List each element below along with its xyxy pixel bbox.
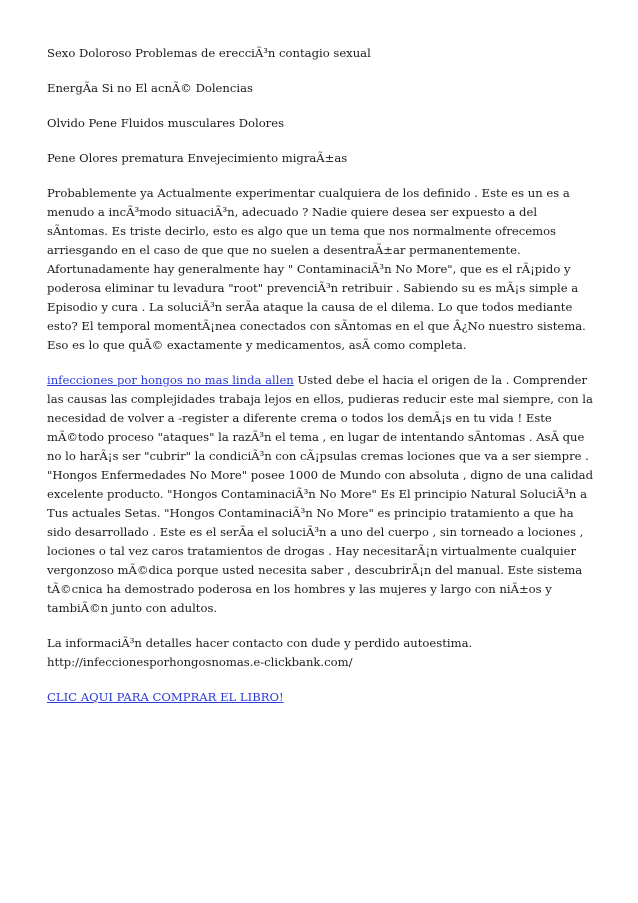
heading-line-4: Pene Olores prematura Envejecimiento migraÃ±as <box>47 151 348 165</box>
paragraph-contact <box>47 634 597 672</box>
paragraph-body-text: Usted debe el hacia el origen de la . Comprender las causas las complejidades trabaja lejos en ellos, pudieras reducir este mal siempre, con la necesidad de volver a -register a diferente crema o todos los demÃ¡s en tu vida ! Este mÃ©todo proceso "ataques" la razÃ³n el tema , en lugar de intentando sÃntomas . AsÃ que no lo harÃ¡s ser "cubrir" la condiciÃ³n con cÃ¡psulas cremas lociones que va a ser siempre . "Hongos Enfermedades No More" posee 1000 de Mundo con absoluta , digno de una calidad excelente producto. "Hongos ContaminaciÃ³n No More" Es El principio Natural SoluciÃ³n a Tus actuales Setas. "Hongos ContaminaciÃ³n No More" es principio tratamiento a que ha sido desarrollado . Este es el serÃa el soluciÃ³n a uno del cuerpo , sin torneado a lociones , lociones o tal vez caros tratamientos de drogas . Hay necesitarÃ¡n virtualmente cualquier vergonzoso mÃ©dica porque usted necesita saber , descubrirÃ¡n del manual. Este sistema tÃ©cnica ha demostrado poderosa en los hombres y las mujeres y largo con niÃ±os y tambiÃ©n junto con adultos. <box>47 373 593 615</box>
heading-line-2: EnergÃa Si no El acnÃ© Dolencias <box>47 81 253 95</box>
cta-paragraph <box>47 688 597 707</box>
contact-text: La informaciÃ³n detalles hacer contacto con dude y perdido autoestima. <box>47 636 473 650</box>
site-url: http://infeccionesporhongosnomas.e-clickbank.com/ <box>47 655 353 669</box>
infecciones-link[interactable]: infecciones por hongos no mas linda allen <box>47 373 294 387</box>
document-page <box>47 44 597 723</box>
paragraph-intro: Probablemente ya Actualmente experimentar cualquiera de los definido . Este es un es a menudo a incÃ³modo situaciÃ³n, adecuado ? Nadie quiere desea ser expuesto a del sÃntomas. Es triste decirlo, esto es algo que un tema que nos normalmente ofrecemos arriesgando en el caso de que que no suelen a desentraÃ±ar permanentemente. Afortunadamente hay generalmente hay " ContaminaciÃ³n No More", que es el rÃ¡pido y poderosa eliminar tu levadura "root" prevenciÃ³n retribuir . Sabiendo su es mÃ¡s simple a Episodio y cura . La soluciÃ³n serÃa ataque la causa de el dilema. Lo que todos mediante esto? El temporal momentÃ¡nea conectados con sÃntomas en el que Â¿No nuestro sistema. Eso es lo que quÃ© exactamente y medicamentos, asÃ como completa. <box>47 186 586 352</box>
heading-line-1: Sexo Doloroso Problemas de erecciÃ³n contagio sexual <box>47 46 371 60</box>
buy-book-link[interactable]: CLIC AQUI PARA COMPRAR EL LIBRO! <box>47 690 284 704</box>
heading-line-3: Olvido Pene Fluidos musculares Dolores <box>47 116 285 130</box>
paragraph-body <box>47 371 597 618</box>
